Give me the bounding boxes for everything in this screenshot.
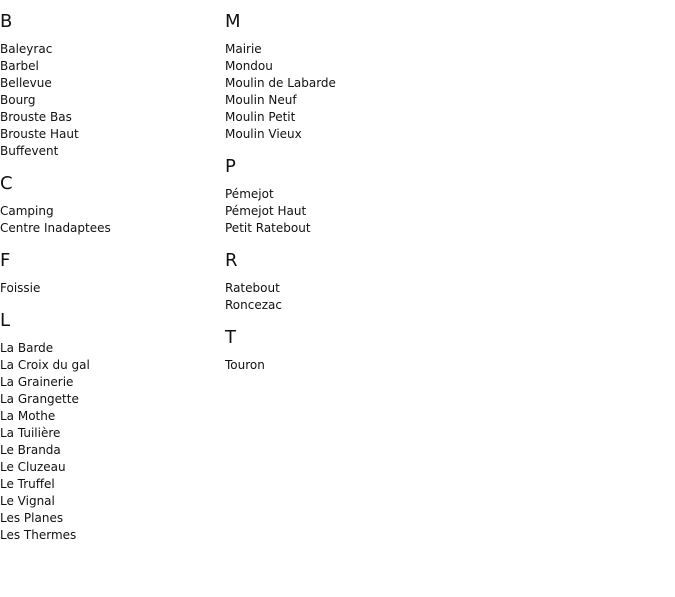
place-item: Moulin Vieux [225, 127, 302, 141]
letter-heading: L [0, 310, 11, 331]
place-item: Ratebout [225, 281, 280, 295]
place-list [225, 357, 525, 374]
letter-group-c [0, 173, 220, 237]
place-item: Le Vignal [0, 494, 55, 508]
place-item: Touron [225, 358, 265, 372]
letter-group-b [0, 11, 220, 160]
place-list [0, 340, 220, 544]
place-item: La Mothe [0, 409, 56, 423]
place-item: La Barde [0, 341, 54, 355]
letter-group-f [0, 250, 220, 297]
place-item: Bellevue [0, 76, 52, 90]
letter-group-r [225, 250, 525, 314]
place-item: Brouste Haut [0, 127, 79, 141]
letter-heading: T [225, 327, 236, 348]
place-item: Mondou [225, 59, 273, 73]
place-item: Les Planes [0, 511, 64, 525]
place-item: Pémejot [225, 187, 274, 201]
letter-heading: P [225, 156, 236, 177]
place-item: Camping [0, 204, 54, 218]
place-item: Moulin Petit [225, 110, 296, 124]
place-item: Petit Ratebout [225, 221, 311, 235]
place-item: Buffevent [0, 144, 59, 158]
place-item: Les Thermes [0, 528, 77, 542]
place-item: Barbel [0, 59, 39, 73]
place-item: Mairie [225, 42, 262, 56]
place-item: Le Truffel [0, 477, 55, 491]
place-list [0, 203, 220, 237]
place-list [225, 186, 525, 237]
letter-group-m [225, 11, 525, 143]
index-column-right [225, 0, 525, 387]
place-item: La Grangette [0, 392, 79, 406]
place-item: Le Cluzeau [0, 460, 66, 474]
letter-heading: M [225, 11, 241, 32]
place-item: Moulin de Labarde [225, 76, 336, 90]
place-item: Pémejot Haut [225, 204, 307, 218]
place-item: Moulin Neuf [225, 93, 297, 107]
place-list [225, 41, 525, 143]
letter-group-p [225, 156, 525, 237]
place-item: Roncezac [225, 298, 282, 312]
index-column-left [0, 0, 220, 557]
place-item: Brouste Bas [0, 110, 72, 124]
place-list [225, 280, 525, 314]
letter-heading: F [0, 250, 11, 271]
place-item: La Tuilière [0, 426, 61, 440]
place-item: Bourg [0, 93, 36, 107]
letter-group-t [225, 327, 525, 374]
letter-group-l [0, 310, 220, 544]
letter-heading: C [0, 173, 13, 194]
place-list [0, 280, 220, 297]
place-item: Baleyrac [0, 42, 53, 56]
place-list [0, 41, 220, 160]
letter-heading: R [225, 250, 238, 271]
letter-heading: B [0, 11, 13, 32]
place-item: Le Branda [0, 443, 61, 457]
place-item: La Grainerie [0, 375, 74, 389]
place-item: La Croix du gal [0, 358, 90, 372]
place-item: Centre Inadaptees [0, 221, 111, 235]
place-item: Foissie [0, 281, 41, 295]
